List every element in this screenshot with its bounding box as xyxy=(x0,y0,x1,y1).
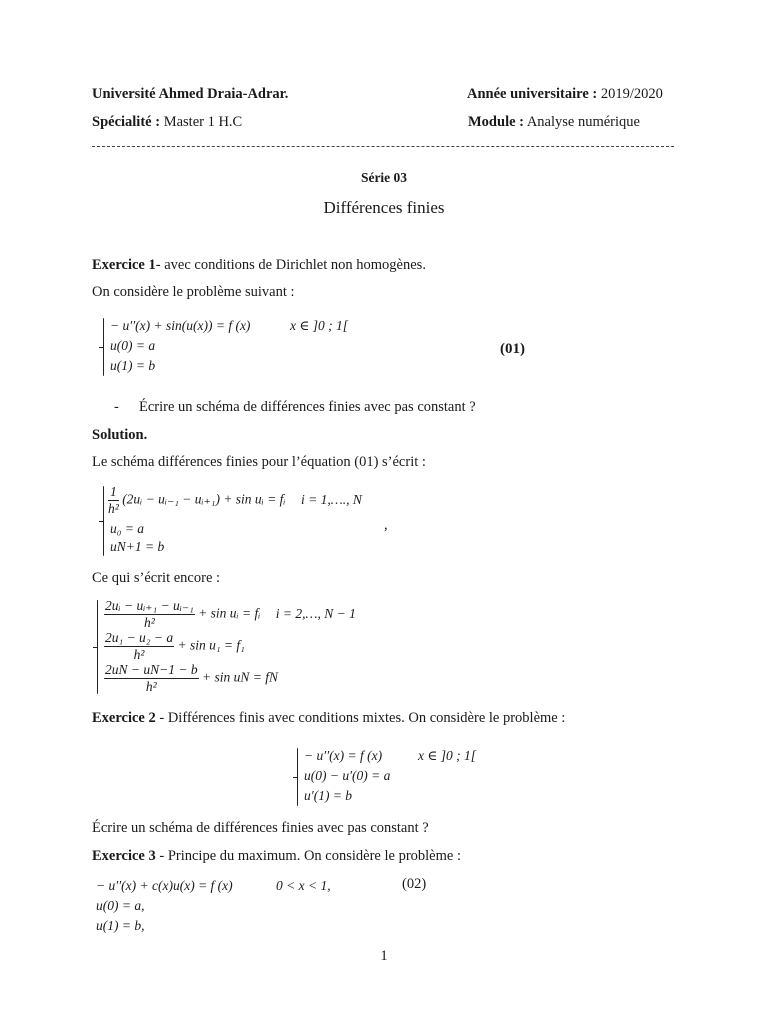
scheme-expression: + sin uᵢ = fᵢ xyxy=(198,605,261,621)
page-number: 1 xyxy=(380,948,388,964)
system-brace xyxy=(103,318,104,376)
exercise-2-label: Exercice 2 xyxy=(92,710,156,726)
boundary-condition: u(1) = b xyxy=(110,358,156,373)
equation-line: − u′′(x) + c(x)u(x) = f (x) xyxy=(96,878,233,893)
exercise-3-topic: - Principe du maximum. On considère le problème : xyxy=(159,848,461,864)
denominator: h² xyxy=(108,501,119,516)
series-title: Différences finies xyxy=(323,198,445,217)
system-brace xyxy=(103,486,104,556)
equation-number: (01) xyxy=(500,341,525,357)
equation-domain: x ∈ ]0 ; 1[ xyxy=(290,318,348,333)
equation-domain: 0 < x < 1, xyxy=(276,878,331,893)
series-number: Série 03 xyxy=(360,170,408,185)
system-brace xyxy=(97,600,98,694)
exercise-3-heading xyxy=(92,848,461,865)
module-label: Module : xyxy=(468,114,524,130)
exercise-1-intro: On considère le problème suivant : xyxy=(92,284,295,300)
exercise-1-heading xyxy=(92,257,426,274)
index-range: i = 2,…, N − 1 xyxy=(275,605,356,621)
separator-line xyxy=(92,146,674,147)
university-name: Université Ahmed Draia-Adrar. xyxy=(92,86,289,102)
scheme-expression: (2uᵢ − uᵢ₋₁ − uᵢ₊₁) + sin uᵢ = fᵢ xyxy=(122,491,286,507)
scheme-expression: + sin u₁ = f₁ xyxy=(177,637,245,653)
year-value: 2019/2020 xyxy=(600,86,663,102)
rewrite-intro: Ce qui s’écrit encore : xyxy=(92,570,221,586)
exercise-1-label: Exercice 1 xyxy=(92,257,156,273)
fraction xyxy=(104,598,195,631)
module xyxy=(468,114,640,131)
speciality xyxy=(92,114,242,131)
exercise-3-label: Exercice 3 xyxy=(92,848,156,864)
denominator: h² xyxy=(145,679,157,694)
boundary-condition: u(1) = b, xyxy=(96,918,145,933)
fraction xyxy=(104,662,199,695)
numerator: 2u₁ − u₂ − a xyxy=(105,630,174,645)
scheme-expression: + sin uN = fN xyxy=(201,669,278,685)
equation-domain: x ∈ ]0 ; 1[ xyxy=(418,748,476,763)
scheme-line xyxy=(104,662,278,695)
module-value: Analyse numérique xyxy=(526,114,640,130)
index-range: i = 1,…., N xyxy=(300,491,362,507)
boundary-condition: u′(1) = b xyxy=(304,788,353,803)
denominator: h² xyxy=(133,647,145,662)
exercise-1-question: Écrire un schéma de différences finies avec pas constant ? xyxy=(139,399,476,415)
bullet-marker: - xyxy=(114,399,119,415)
fraction xyxy=(108,484,119,517)
trailing-comma: , xyxy=(384,517,388,533)
equation-line: − u′′(x) = f (x) xyxy=(304,748,383,763)
boundary-condition: u₀ = a xyxy=(110,521,145,536)
scheme-line xyxy=(104,630,245,663)
exercise-1-topic: - avec conditions de Dirichlet non homogènes. xyxy=(155,257,426,273)
boundary-condition: u(0) = a xyxy=(110,338,156,353)
numerator: 2uᵢ − uᵢ₊₁ − uᵢ₋₁ xyxy=(105,598,194,613)
denominator: h² xyxy=(143,615,155,630)
exercise-2-topic: - Différences finis avec conditions mixtes. On considère le problème : xyxy=(159,710,566,726)
scheme-line xyxy=(108,484,362,517)
boundary-condition: u(0) − u′(0) = a xyxy=(304,768,391,783)
academic-year xyxy=(467,86,663,103)
exercise-2-question: Écrire un schéma de différences finies avec pas constant ? xyxy=(92,820,429,836)
solution-heading: Solution. xyxy=(92,427,148,443)
fraction xyxy=(104,630,174,663)
boundary-condition: uN+1 = b xyxy=(110,539,165,554)
solution-intro: Le schéma différences finies pour l’équation (01) s’écrit : xyxy=(92,454,426,470)
numerator: 2uN − uN−1 − b xyxy=(105,662,198,677)
equation-number: (02) xyxy=(402,876,427,892)
numerator: 1 xyxy=(108,484,119,501)
speciality-value: Master 1 H.C xyxy=(163,114,243,130)
boundary-condition: u(0) = a, xyxy=(96,898,145,913)
year-label: Année universitaire : xyxy=(467,86,598,102)
scheme-line xyxy=(104,598,356,631)
equation-line: − u′′(x) + sin(u(x)) = f (x) xyxy=(110,318,251,333)
system-brace xyxy=(297,748,298,806)
speciality-label: Spécialité : xyxy=(92,114,161,130)
exercise-2-heading xyxy=(92,710,565,727)
